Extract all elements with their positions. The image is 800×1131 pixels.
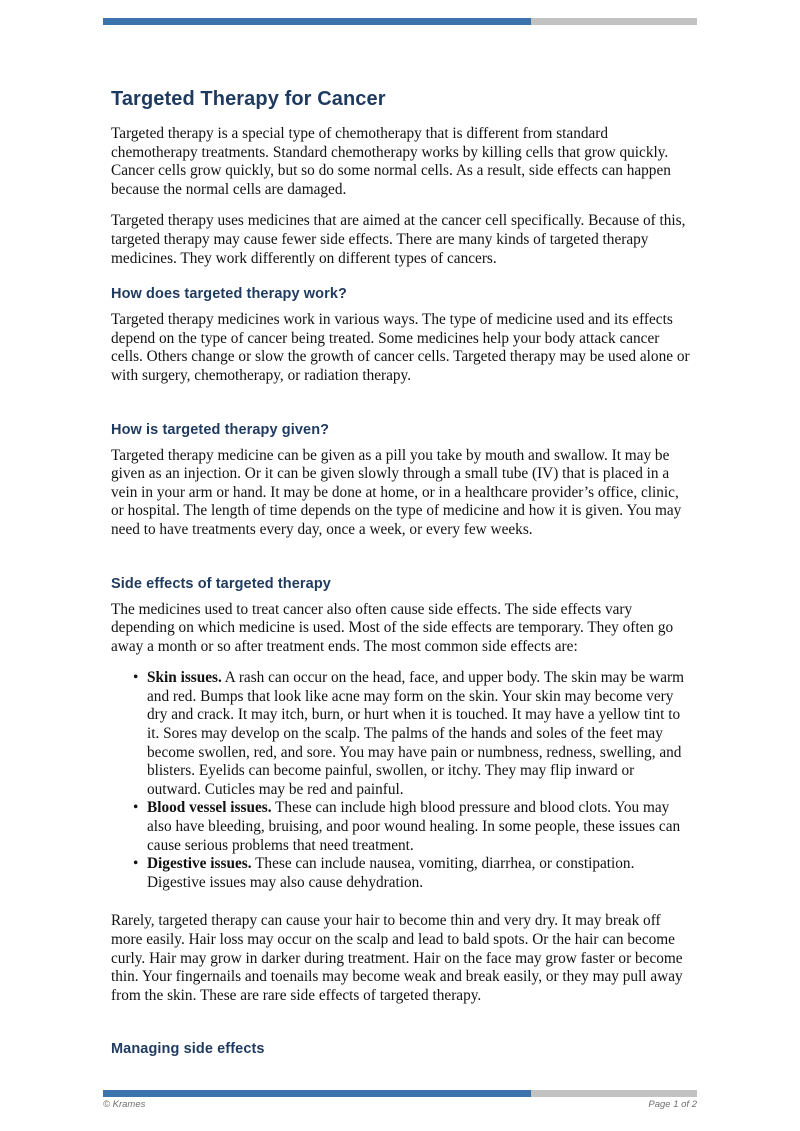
footer-copyright: © Krames [103, 1099, 146, 1110]
section-heading-managing: Managing side effects [111, 1041, 265, 1058]
footer-rule [103, 1090, 697, 1097]
page-title: Targeted Therapy for Cancer [111, 88, 386, 110]
header-rule-blue-segment [103, 18, 531, 25]
intro-paragraph-1: Targeted therapy is a special type of chemotherapy that is different from standard chemotherapy treatments. Standard chemotherapy works by killing cells that grow quickly. Cancer cells grow quickly, but so do some normal cells. As a result, side effects can happen because the normal cells are damaged. [111, 125, 671, 198]
section-paragraph-how-it-works: Targeted therapy medicines work in various ways. The type of medicine used and its effects depend on the type of cancer being treated. Some medicines help your body attack cancer cells. Others change or slow the growth of cancer cells. Targeted therapy may be used alone or with surgery, chemotherapy, or radiation therapy. [111, 311, 690, 384]
header-rule-grey-segment [531, 18, 697, 25]
list-item-lead-in: Blood vessel issues. [147, 799, 272, 817]
section-paragraph-side-effects-intro: The medicines used to treat cancer also often cause side effects. The side effects vary depending on which medicine is used. Most of the side effects are temporary. They often go away a month or so after treatment ends. The most common side effects are: [111, 600, 674, 655]
section-heading-side-effects: Side effects of targeted therapy [111, 575, 331, 592]
section-paragraph-how-given: Targeted therapy medicine can be given as a pill you take by mouth and swallow. It may be given as an injection. Or it can be given slowly through a small tube (IV) that is placed in a vein in your arm or hand. It may be done at home, or in a healthcare provider’s office, clinic, or hospital. The length of time depends on the type of medicine and how it is given. You may need to have treatments every day, once a week, or every few weeks. [111, 446, 682, 538]
list-item-text: These can include nausea, vomiting, diarrhea, or constipation. Digestive issues may also cause dehydration. [147, 855, 635, 891]
side-effects-list [111, 669, 691, 892]
document-content [111, 88, 691, 1066]
section-paragraph-side-effects-closing: Rarely, targeted therapy can cause your hair to become thin and very dry. It may break off more easily. Hair loss may occur on the scalp and lead to bald spots. Or the hair can become curly. Hair may grow in darker during treatment. Hair on the face may grow faster or become thin. Your fingernails and toenails may become weak and break easily, or they may pull away from the skin. These are rare side effects of targeted therapy. [111, 912, 683, 1004]
section-heading-how-it-works: How does targeted therapy work? [111, 286, 347, 303]
page-footer [103, 1099, 697, 1110]
list-item-lead-in: Digestive issues. [147, 855, 252, 873]
footer-page-number: Page 1 of 2 [648, 1099, 697, 1110]
list-item-text: A rash can occur on the head, face, and upper body. The skin may be warm and red. Bumps that look like acne may form on the skin. Your skin may become very dry and crack. It may itch, burn, or hurt when it is touched. It may have a yellow tint to it. Sores may develop on the scalp. The palms of the hands and soles of the feet may become swollen, red, and sore. You may have pain or numbness, redness, swelling, and blisters. Eyelids can become painful, swollen, or itchy. They may flip inward or outward. Cuticles may be red and painful. [147, 669, 684, 798]
intro-paragraph-2: Targeted therapy uses medicines that are aimed at the cancer cell specifically. Because of this, targeted therapy may cause fewer side effects. There are many kinds of targeted therapy medicines. They work differently on different types of cancers. [111, 212, 686, 267]
list-spacer [111, 892, 691, 912]
list-item [111, 799, 691, 855]
list-item [111, 855, 691, 892]
list-item [111, 669, 691, 799]
footer-rule-blue-segment [103, 1090, 531, 1097]
list-item-lead-in: Skin issues. [147, 669, 222, 687]
list-item-text: These can include high blood pressure and blood clots. You may also have bleeding, bruising, and poor wound healing. In some people, these issues can cause serious problems that need treatment. [147, 799, 681, 854]
header-rule [103, 18, 697, 25]
section-heading-how-given: How is targeted therapy given? [111, 421, 330, 438]
footer-rule-grey-segment [531, 1090, 697, 1097]
